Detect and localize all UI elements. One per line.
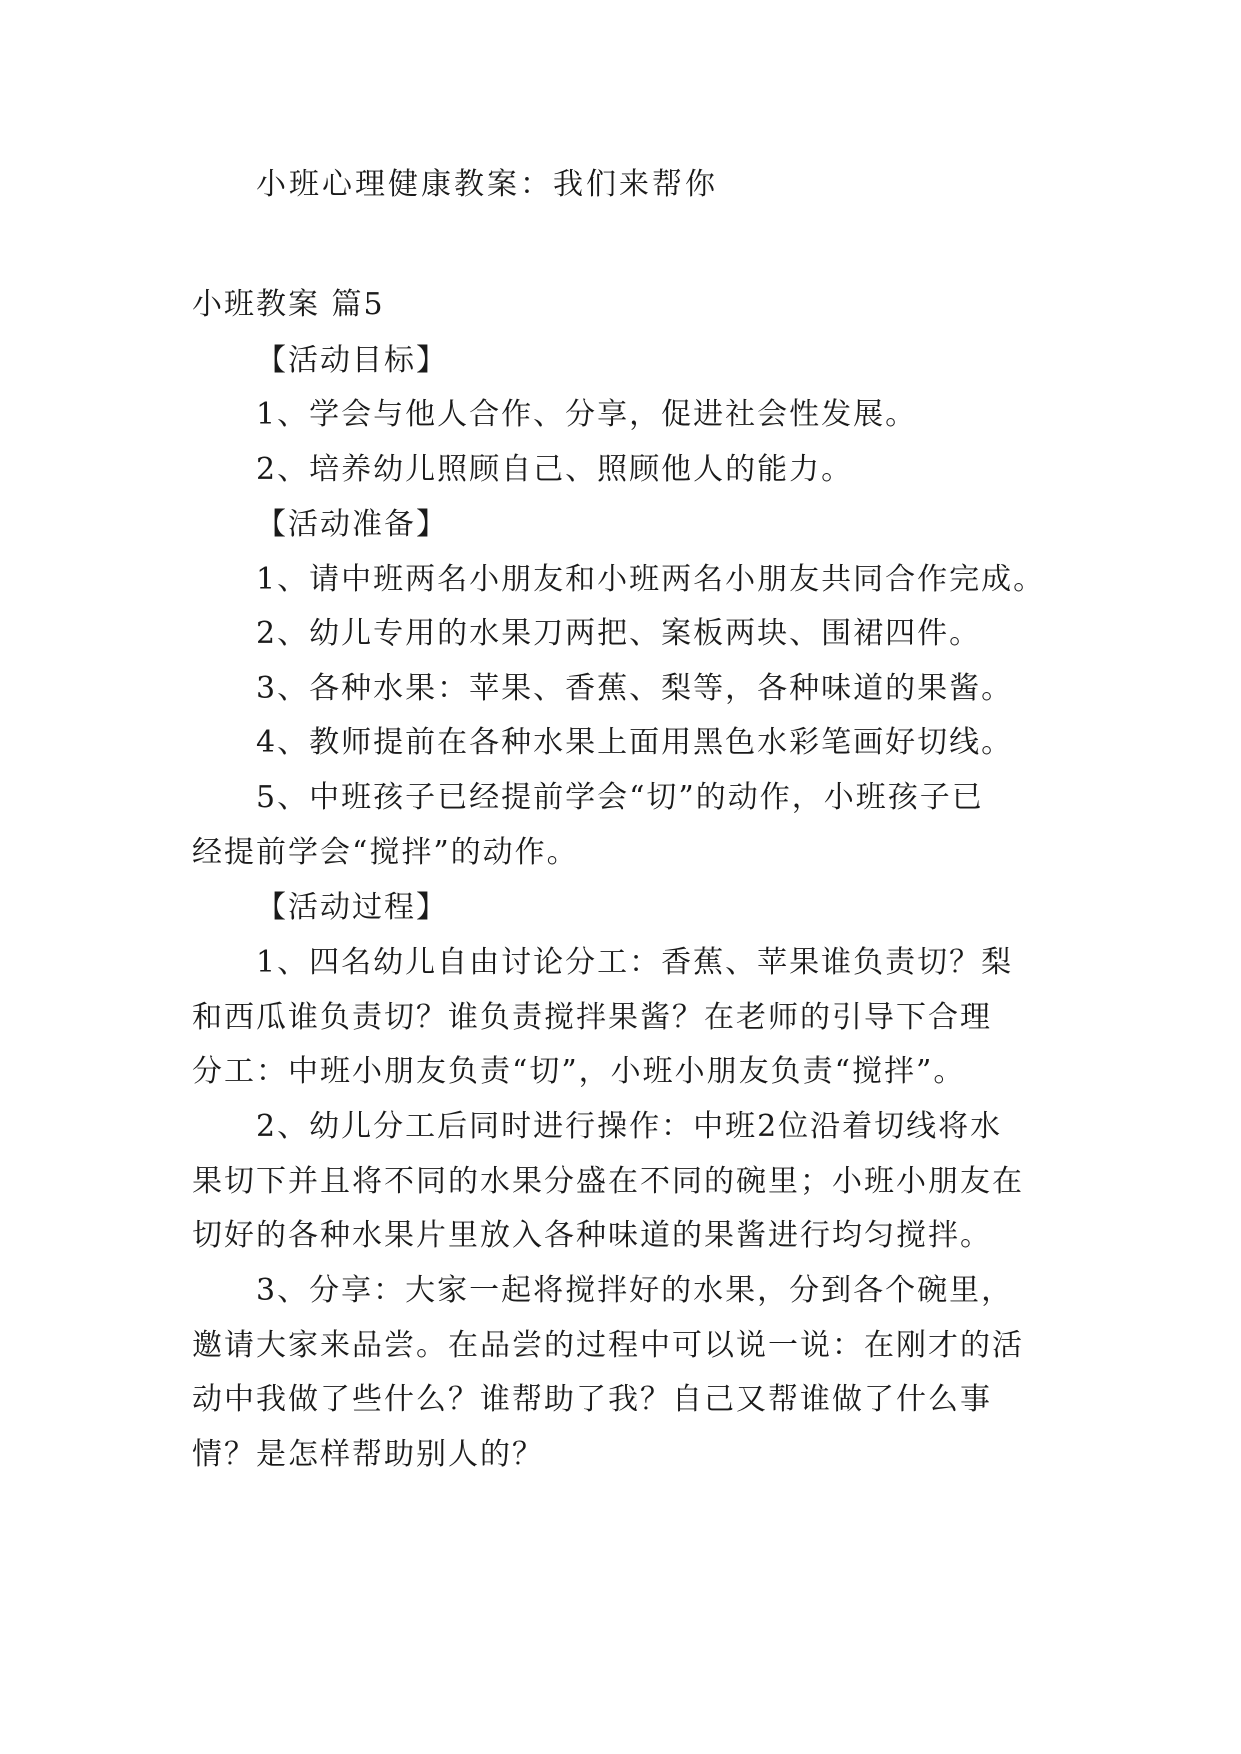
goal-heading: 【活动目标】 <box>256 343 448 378</box>
process-heading: 【活动过程】 <box>256 890 448 925</box>
process-paragraph-line: 情？是怎样帮助别人的？ <box>192 1437 544 1472</box>
process-paragraph-line: 3、分享：大家一起将搅拌好的水果，分到各个碗里， <box>256 1273 1014 1308</box>
goal-item: 1、学会与他人合作、分享，促进社会性发展。 <box>256 397 918 432</box>
prep-item: 1、请中班两名小朋友和小班两名小朋友共同合作完成。 <box>256 562 1046 597</box>
prep-item: 3、各种水果：苹果、香蕉、梨等，各种味道的果酱。 <box>256 671 1014 706</box>
process-paragraph-line: 邀请大家来品尝。在品尝的过程中可以说一说：在刚才的活 <box>192 1328 1024 1363</box>
prep-heading: 【活动准备】 <box>256 507 448 542</box>
section-heading: 小班教案 篇5 <box>192 287 385 322</box>
process-paragraph-line: 1、四名幼儿自由讨论分工：香蕉、苹果谁负责切？梨 <box>256 945 1014 980</box>
goal-item: 2、培养幼儿照顾自己、照顾他人的能力。 <box>256 452 854 487</box>
process-paragraph-line: 果切下并且将不同的水果分盛在不同的碗里；小班小朋友在 <box>192 1164 1024 1199</box>
process-paragraph-line: 2、幼儿分工后同时进行操作：中班2位沿着切线将水 <box>256 1109 1003 1144</box>
document-title: 小班心理健康教案：我们来帮你 <box>256 167 718 202</box>
process-paragraph-line: 切好的各种水果片里放入各种味道的果酱进行均匀搅拌。 <box>192 1218 992 1253</box>
prep-item: 2、幼儿专用的水果刀两把、案板两块、围裙四件。 <box>256 616 982 651</box>
prep-item: 5、中班孩子已经提前学会“切”的动作，小班孩子已 <box>256 780 984 815</box>
process-paragraph-line: 动中我做了些什么？谁帮助了我？自己又帮谁做了什么事 <box>192 1382 992 1417</box>
process-paragraph-line: 分工：中班小朋友负责“切”，小班小朋友负责“搅拌”。 <box>192 1054 966 1089</box>
prep-item-continued: 经提前学会“搅拌”的动作。 <box>192 835 579 870</box>
prep-item: 4、教师提前在各种水果上面用黑色水彩笔画好切线。 <box>256 725 1014 760</box>
process-paragraph-line: 和西瓜谁负责切？谁负责搅拌果酱？在老师的引导下合理 <box>192 1000 992 1035</box>
